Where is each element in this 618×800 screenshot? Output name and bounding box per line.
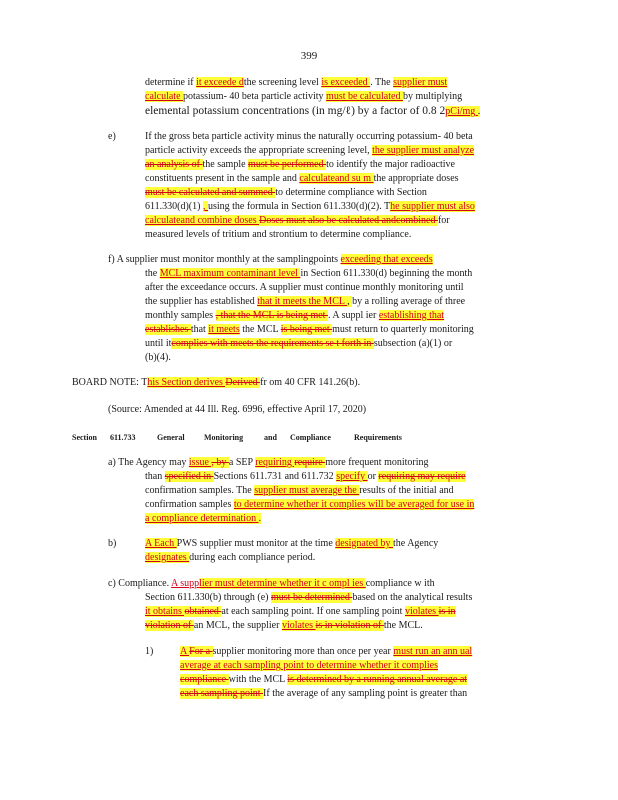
text-segment: . A suppl ier [327, 310, 379, 321]
deleted-text: specified in [164, 471, 214, 482]
deleted-text: , that the MCL is being met [215, 310, 328, 321]
text-segment: more frequent monitoring [325, 457, 429, 468]
text-segment: than [145, 471, 165, 482]
inserted-text: specify [336, 471, 368, 482]
inserted-text: the supplier must analyze [372, 145, 475, 156]
text-line [145, 131, 473, 143]
text-segment: 1) [145, 646, 154, 657]
section-title-word: Requirements [354, 433, 402, 442]
list-marker [108, 538, 116, 550]
deleted-text: violation of [145, 620, 194, 631]
inserted-text: violates [404, 606, 439, 617]
text-line [145, 499, 474, 511]
text-line [145, 324, 474, 336]
text-segment: the appropriate doses [373, 173, 459, 184]
text-segment: an MCL, the supplier [193, 620, 282, 631]
text-line [108, 254, 433, 266]
deleted-text: require [294, 457, 326, 468]
text-segment: the [145, 268, 160, 279]
text-line [108, 578, 435, 590]
text-segment: Sections 611.731 and 611.732 [213, 471, 337, 482]
inserted-text: calculateand combine doses [145, 215, 260, 226]
text-segment: (Source: Amended at 44 Ill. Reg. 6996, effective April 17, 2020) [108, 404, 367, 415]
text-segment: a) The Agency may [108, 457, 189, 468]
text-segment: after the exceedance occurs. A supplier must continue monthly monitoring until [145, 282, 464, 293]
deleted-text: requiring may require [378, 471, 466, 482]
text-segment: or [367, 471, 379, 482]
inserted-text: average at each sampling point to determine whether it complies [180, 660, 438, 671]
highlighted-text: . [258, 513, 262, 524]
inserted-text: requiring [255, 457, 295, 468]
inserted-text: , [202, 201, 208, 212]
inserted-text: supplier must average the [254, 485, 360, 496]
text-segment: confirmation samples [145, 499, 234, 510]
inserted-text: he supplier must also [390, 201, 475, 212]
text-segment: supplier monitoring more than once per year [212, 646, 394, 657]
inserted-text: lier must determine whether it c ompl ies [199, 578, 366, 589]
text-segment: potassium- 40 beta particle activity [183, 91, 327, 102]
inserted-text: his Section derives [147, 377, 226, 388]
inserted-text: A supp [171, 578, 200, 589]
deleted-text: must be performed [248, 159, 327, 170]
text-line [145, 159, 455, 171]
inserted-text: it exceede d [196, 77, 244, 88]
section-title-word: Compliance [290, 433, 331, 442]
text-segment: the sample [202, 159, 249, 170]
section-label: Section [72, 433, 97, 442]
deleted-text: an analysis of [145, 159, 203, 170]
text-segment: BOARD NOTE: T [72, 377, 148, 388]
text-line [145, 215, 450, 227]
inserted-text: designated by [335, 538, 394, 549]
text-segment: a SEP [228, 457, 256, 468]
text-line [145, 187, 427, 199]
text-line [145, 268, 472, 280]
inserted-text: is exceeded [321, 77, 371, 88]
source-note [108, 404, 366, 416]
list-marker [108, 131, 116, 143]
inserted-text: violates [281, 620, 316, 631]
inserted-text: pCi/mg [445, 106, 478, 117]
text-line [108, 457, 429, 469]
text-line [180, 674, 467, 686]
text-segment: that [190, 324, 209, 335]
section-title-word: Monitoring [204, 433, 244, 442]
deleted-text: establishes [145, 324, 191, 335]
section-number: 611.733 [110, 433, 136, 442]
text-line [145, 552, 315, 564]
deleted-text: , by [211, 457, 229, 468]
inserted-text: A [180, 646, 190, 657]
text-line [180, 688, 467, 700]
text-line [145, 338, 452, 350]
text-segment: with the MCL [228, 674, 288, 685]
text-segment: the Agency [393, 538, 439, 549]
deleted-text: is in violation of [315, 620, 384, 631]
text-segment: determine if [145, 77, 197, 88]
text-segment: fr om 40 CFR 141.26(b). [260, 377, 361, 388]
text-segment: using the formula in Section 611.330(d)(2). T [207, 201, 391, 212]
text-segment: based on the analytical results [352, 592, 473, 603]
text-segment: constituents present in the sample and [145, 173, 300, 184]
inserted-text: that it meets the MCL [257, 296, 348, 307]
highlighted-text: . [477, 106, 481, 117]
text-segment: to identify the major radioactive [326, 159, 455, 170]
deleted-text: compliance [180, 674, 229, 685]
text-line [145, 282, 464, 294]
inserted-text: designates [145, 552, 190, 563]
deleted-text: Doses must also be calculated andcombined [259, 215, 438, 226]
text-segment: If the average of any sampling point is greater than [263, 688, 468, 699]
text-segment: particle activity exceeds the appropriate screening level, [145, 145, 373, 156]
inserted-text: it obtains [145, 606, 185, 617]
deleted-text: Derived [225, 377, 261, 388]
text-segment: the screening level [243, 77, 322, 88]
board-note [72, 377, 360, 389]
text-line [145, 592, 472, 604]
inserted-text: it meets [208, 324, 240, 335]
text-line [145, 471, 466, 483]
text-segment: measured levels of tritium and strontium to determine compliance. [145, 229, 412, 240]
text-line [145, 485, 454, 497]
text-line [145, 310, 444, 322]
text-line [145, 606, 456, 618]
text-segment: b) [108, 538, 117, 549]
text-line [180, 646, 472, 658]
text-segment: (b)(4). [145, 352, 171, 363]
text-segment: If the gross beta particle activity minus the naturally occurring potassium- 40 beta [145, 131, 473, 142]
text-segment: Section 611.330(b) through (e) [145, 592, 271, 603]
inserted-text: supplier must [393, 77, 448, 88]
text-segment: the MCL. [383, 620, 423, 631]
text-line [145, 296, 465, 308]
deleted-text: must be determined [271, 592, 353, 603]
inserted-text: a compliance determination [145, 513, 259, 524]
deleted-text: For a [189, 646, 213, 657]
text-segment: PWS supplier must monitor at the time [176, 538, 336, 549]
inserted-text: exceeding that exceeds [340, 254, 433, 265]
text-segment: . The [370, 77, 394, 88]
text-line [145, 173, 459, 185]
inserted-text: issue [188, 457, 212, 468]
deleted-text: complies with meets the requirements se t forth in [171, 338, 374, 349]
text-line [145, 201, 475, 213]
text-segment: c) Compliance. [108, 578, 172, 589]
text-segment: the supplier has established [145, 296, 258, 307]
inserted-text: MCL maximum contaminant level [159, 268, 301, 279]
inserted-text: establishing that [378, 310, 445, 321]
text-line [145, 91, 462, 103]
text-segment: in Section 611.330(d) beginning the month [300, 268, 473, 279]
text-segment: e) [108, 131, 116, 142]
text-segment: by multiplying [402, 91, 463, 102]
page-number: 399 [300, 50, 318, 62]
text-segment: to determine compliance with Section [275, 187, 427, 198]
section-title-word: General [157, 433, 185, 442]
text-line [180, 660, 438, 672]
inserted-text: calculate [145, 91, 184, 102]
deleted-text: is in [438, 606, 456, 617]
text-line [145, 352, 171, 364]
text-segment: at each sampling point. If one sampling point [221, 606, 405, 617]
inserted-text: must run an ann ual [393, 646, 473, 657]
text-line [145, 229, 411, 241]
text-line [145, 77, 447, 89]
deleted-text: is being met [280, 324, 333, 335]
text-segment: the MCL [239, 324, 281, 335]
text-line [145, 620, 423, 632]
inserted-text: must be calculated [326, 91, 403, 102]
deleted-text: must be calculated and summed [145, 187, 276, 198]
text-segment: must return to quarterly monitoring [332, 324, 474, 335]
text-segment: by a rolling average of three [352, 296, 466, 307]
text-segment: f) A supplier must monitor monthly at the samplingpoints [108, 254, 341, 265]
text-segment: 611.330(d)(1) [145, 201, 203, 212]
text-segment: results of the initial and [359, 485, 454, 496]
highlighted-text: , [347, 296, 353, 307]
highlighted-text: elemental potassium concentrations (in mg/ℓ) by a factor of 0.8 2 [145, 105, 446, 117]
deleted-text: is determined by a running annual average at [287, 674, 468, 685]
text-line [145, 538, 438, 550]
inserted-text: calculateand su m [299, 173, 374, 184]
deleted-text: each sampling point [180, 688, 264, 699]
text-segment: for [437, 215, 450, 226]
deleted-text: obtained [184, 606, 222, 617]
section-title-word: and [264, 433, 277, 442]
list-marker [145, 646, 153, 658]
text-line [145, 513, 261, 525]
text-segment: monthly samples [145, 310, 216, 321]
text-line [145, 145, 474, 157]
text-line [145, 105, 480, 118]
text-segment: subsection (a)(1) or [373, 338, 453, 349]
text-segment: compliance w ith [365, 578, 435, 589]
text-segment: confirmation samples. The [145, 485, 255, 496]
text-segment: during each compliance period. [189, 552, 316, 563]
text-segment: until it [145, 338, 172, 349]
inserted-text: A Each [145, 538, 177, 549]
inserted-text: to determine whether it complies will be averaged for use in [233, 499, 475, 510]
